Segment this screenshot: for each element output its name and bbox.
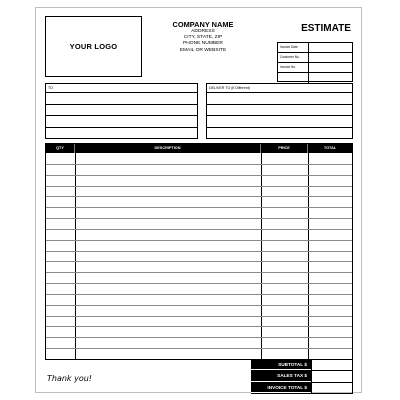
thank-you-note: Thank you! [47, 374, 93, 383]
item-row-line [46, 218, 352, 219]
total-header: TOTAL [323, 146, 337, 150]
to-address-box [45, 83, 198, 139]
invoice-date-row [278, 43, 352, 53]
column-divider [261, 153, 262, 359]
item-row-line [46, 305, 352, 306]
to-label: TO [46, 84, 197, 93]
deliver-to-label: DELIVER TO (if Different) [207, 84, 352, 93]
deliver-line[interactable] [207, 116, 352, 128]
sales-tax-field[interactable] [311, 371, 353, 381]
invoice-total-row [251, 383, 353, 394]
item-row-line [46, 316, 352, 317]
item-row-line [46, 164, 352, 165]
invoice-no-field[interactable] [309, 63, 352, 72]
info-blank-label [278, 73, 309, 83]
deliver-to-box [206, 83, 353, 139]
item-row-line [46, 348, 352, 349]
document-title: ESTIMATE [301, 23, 351, 34]
subtotal-label: SUBTOTAL $ [251, 360, 311, 370]
invoice-total-label: INVOICE TOTAL $ [251, 383, 311, 393]
item-row-line [46, 337, 352, 338]
item-row-line [46, 175, 352, 176]
sales-tax-label: SALES TAX $ [251, 371, 311, 381]
deliver-line[interactable] [207, 105, 352, 117]
line-items-table [45, 143, 353, 360]
column-divider [308, 153, 309, 359]
table-header [46, 144, 352, 153]
item-row-line [46, 186, 352, 187]
to-line[interactable] [46, 128, 197, 140]
logo-placeholder [45, 16, 142, 77]
item-row-line [46, 207, 352, 208]
customer-no-row [278, 53, 352, 63]
invoice-date-field[interactable] [309, 43, 352, 52]
logo-label: YOUR LOGO [69, 42, 118, 51]
invoice-total-field[interactable] [311, 383, 353, 393]
to-line[interactable] [46, 116, 197, 128]
invoice-no-row [278, 63, 352, 73]
customer-no-field[interactable] [309, 53, 352, 62]
item-row-line [46, 283, 352, 284]
to-line[interactable] [46, 105, 197, 117]
info-blank-row [278, 73, 352, 83]
totals-block [251, 360, 353, 394]
company-email: EMAIL OR WEBSITE [179, 47, 227, 53]
deliver-line[interactable] [207, 128, 352, 140]
to-line[interactable] [46, 93, 197, 105]
item-row-line [46, 229, 352, 230]
company-address: ADDRESS [191, 29, 215, 34]
qty-header: QTY [46, 144, 75, 153]
item-row-line [46, 251, 352, 252]
item-row-line [46, 240, 352, 241]
invoice-info-grid [277, 42, 353, 82]
subtotal-field[interactable] [311, 360, 353, 370]
price-header: PRICE [261, 144, 308, 153]
company-phone: PHONE NUMBER [183, 41, 223, 47]
info-blank-field[interactable] [309, 73, 352, 83]
company-info [146, 20, 260, 54]
company-name: COMPANY NAME [172, 20, 234, 29]
estimate-form [35, 7, 362, 393]
item-row-line [46, 294, 352, 295]
invoice-date-label: Invoice Date [278, 43, 309, 52]
invoice-no-label: Invoice No. [278, 63, 309, 72]
subtotal-row [251, 360, 353, 371]
deliver-line[interactable] [207, 93, 352, 105]
column-divider [75, 153, 76, 359]
customer-no-label: Customer No. [278, 53, 309, 62]
item-row-line [46, 326, 352, 327]
item-row-line [46, 261, 352, 262]
description-header: DESCRIPTION [75, 144, 261, 153]
company-city-state-zip: CITY, STATE, ZIP [183, 35, 223, 41]
item-row-line [46, 196, 352, 197]
item-row-line [46, 272, 352, 273]
sales-tax-row [251, 371, 353, 382]
